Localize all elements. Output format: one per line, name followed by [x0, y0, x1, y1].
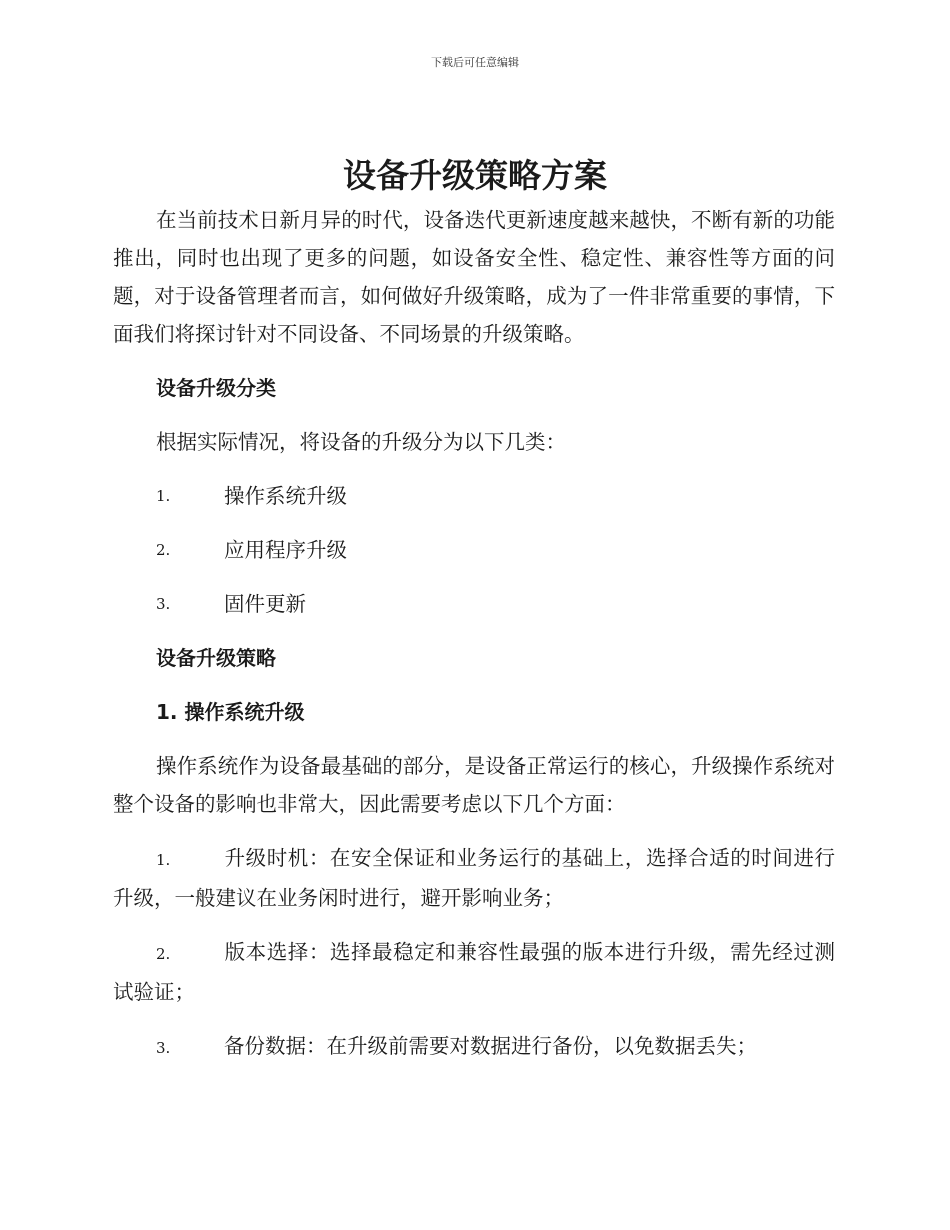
document-title: 设备升级策略方案 [343, 156, 607, 195]
list-text: 操作系统升级 [224, 484, 347, 508]
section-heading-strategy: 设备升级策略 [156, 646, 276, 670]
list-item [113, 531, 835, 569]
list-number: 2. [156, 541, 171, 559]
numbered-paragraph [113, 839, 835, 917]
list-number: 1. [156, 487, 171, 505]
subheading-os-upgrade: 1. 操作系统升级 [156, 700, 305, 724]
numbered-paragraph [113, 1027, 835, 1067]
list-text: 升级时机：在安全保证和业务运行的基础上，选择合适的时间进行升级，一般建议在业务闲时进行，避开影响业务； [113, 846, 835, 910]
os-upgrade-paragraph: 操作系统作为设备最基础的部分，是设备正常运行的核心，升级操作系统对整个设备的影响也非常大，因此需要考虑以下几个方面： [113, 754, 835, 816]
intro-paragraph: 在当前技术日新月异的时代，设备迭代更新速度越来越快，不断有新的功能推出，同时也出现了更多的问题，如设备安全性、稳定性、兼容性等方面的问题，对于设备管理者而言，如何做好升级策略，成为了一件非常重要的事情，下面我们将探讨针对不同设备、不同场景的升级策略。 [113, 208, 835, 346]
list-number: 3. [156, 1039, 171, 1057]
list-number: 1. [156, 851, 171, 869]
list-text: 备份数据：在升级前需要对数据进行备份，以免数据丢失； [224, 1034, 757, 1058]
list-text: 版本选择：选择最稳定和兼容性最强的版本进行升级，需先经过测试验证； [113, 940, 835, 1004]
list-text: 固件更新 [224, 592, 306, 616]
list-number: 3. [156, 595, 171, 613]
classification-lead: 根据实际情况，将设备的升级分为以下几类： [156, 430, 566, 454]
section-heading-classification: 设备升级分类 [156, 376, 276, 400]
header-note: 下载后可任意编辑 [431, 56, 519, 69]
numbered-paragraph [113, 933, 835, 1011]
list-number: 2. [156, 945, 171, 963]
list-item [113, 477, 835, 515]
document-body [113, 201, 835, 1083]
list-item [113, 585, 835, 623]
list-text: 应用程序升级 [224, 538, 347, 562]
